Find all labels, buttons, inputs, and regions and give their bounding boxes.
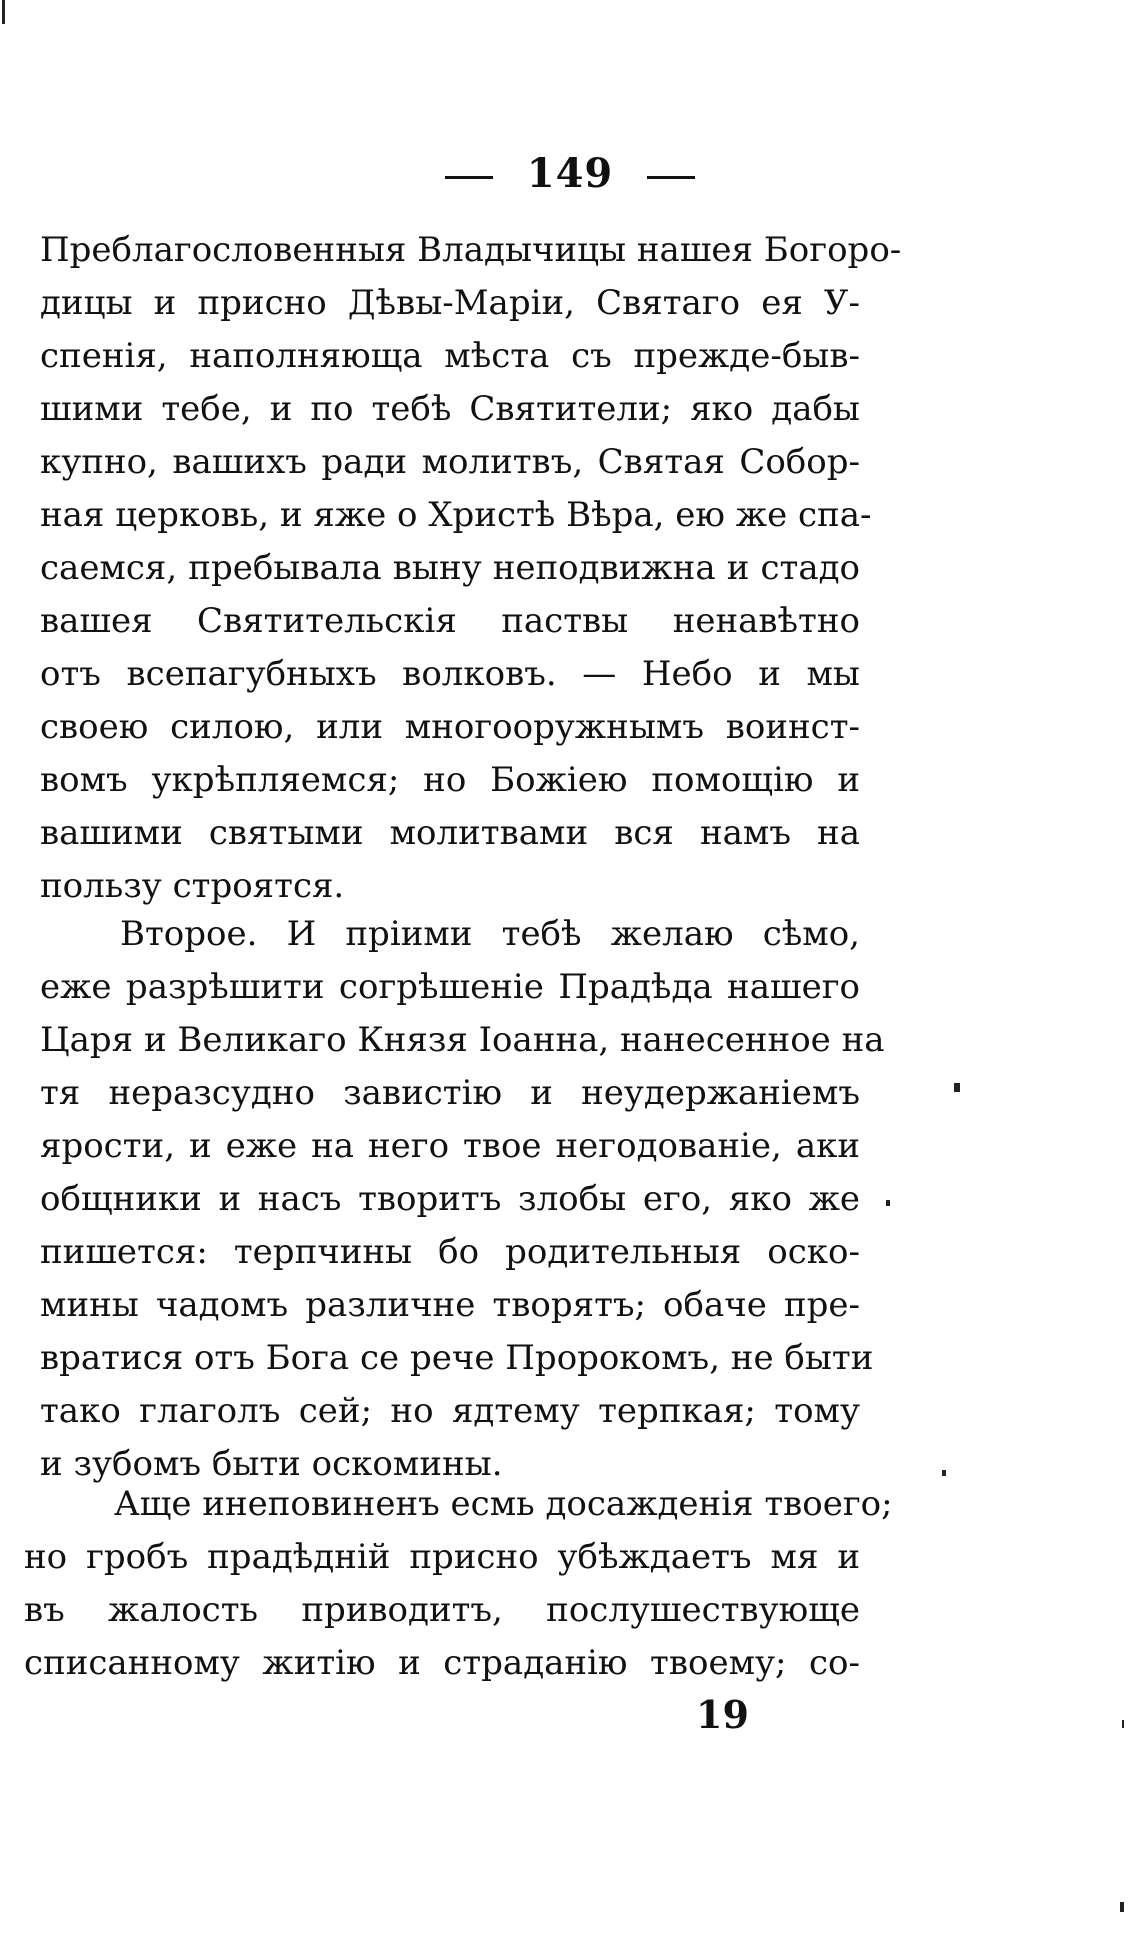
paragraph-1 — [40, 224, 902, 913]
text-line: тако глаголъ сей; но ядтему терпкая; тому — [40, 1391, 860, 1431]
text-line: спенія, наполняюща мѣста съ прежде-быв- — [40, 336, 860, 376]
text-line: саемся, пребывала выну неподвижна и стадо — [40, 548, 860, 588]
text-line: общники и насъ творитъ злобы его, яко же — [40, 1179, 860, 1219]
text-line: Аще инеповиненъ есмь досажденія твоего; — [114, 1484, 893, 1524]
text-line: пользу строятся. — [40, 866, 345, 906]
text-line: въ жалость приводитъ, послушествующе — [24, 1590, 860, 1630]
paragraph-3 — [24, 1478, 893, 1690]
text-line: вратися отъ Бога се рече Пророкомъ, не быти — [40, 1338, 874, 1378]
text-line: вашими святыми молитвами вся намъ на — [40, 813, 860, 853]
text-line: ярости, и еже на него твое негодованіе, аки — [40, 1126, 860, 1166]
text-line: купно, вашихъ ради молитвъ, Святая Собор- — [40, 442, 860, 482]
text-line: шими тебе, и по тебѣ Святители; яко дабы — [40, 389, 860, 429]
text-line: но гробъ прадѣдній присно убѣждаетъ мя и — [24, 1537, 860, 1577]
text-line: отъ всепагубныхъ волковъ. — Небо и мы — [40, 654, 860, 694]
text-line: дицы и присно Дѣвы-Маріи, Святаго ея У- — [40, 283, 860, 323]
text-line: еже разрѣшити согрѣшеніе Прадѣда нашего — [40, 967, 860, 1007]
scan-speck — [2, 0, 5, 24]
header-dash-right — [647, 176, 695, 179]
text-line: вашея Святительскія паствы ненавѣтно — [40, 601, 860, 641]
text-line: своею силою, или многооружнымъ воинст- — [40, 707, 860, 747]
page-header — [0, 150, 1140, 197]
scan-speck — [1120, 1902, 1124, 1912]
text-line: Преблагословенныя Владычицы нашея Богоро- — [40, 230, 902, 270]
text-line: списанному житію и страданію твоему; со- — [24, 1643, 860, 1683]
scan-speck — [942, 1470, 946, 1476]
text-line: Второе. И пріими тебѣ желаю сѣмо, — [120, 914, 860, 954]
text-line: ная церковь, и яже о Христѣ Вѣра, ею же спа- — [40, 495, 872, 535]
text-line: пишется: терпчины бо родительныя оско- — [40, 1232, 860, 1272]
scan-speck — [954, 1083, 960, 1092]
text-line: вомъ укрѣпляемся; но Божіею помощію и — [40, 760, 860, 800]
paragraph-2 — [40, 908, 885, 1491]
text-line: мины чадомъ различне творятъ; обаче пре- — [40, 1285, 860, 1325]
page-number: 149 — [526, 150, 614, 197]
scan-speck — [1122, 1720, 1124, 1728]
text-line: тя неразсудно завистію и неудержаніемъ — [40, 1073, 860, 1113]
text-line: Царя и Великаго Князя Іоанна, нанесенное на — [40, 1020, 885, 1060]
scan-speck — [886, 1200, 890, 1206]
signature-mark: 19 — [696, 1692, 749, 1737]
header-dash-left — [445, 176, 493, 179]
text-line: и зубомъ быти оскомины. — [40, 1444, 503, 1484]
